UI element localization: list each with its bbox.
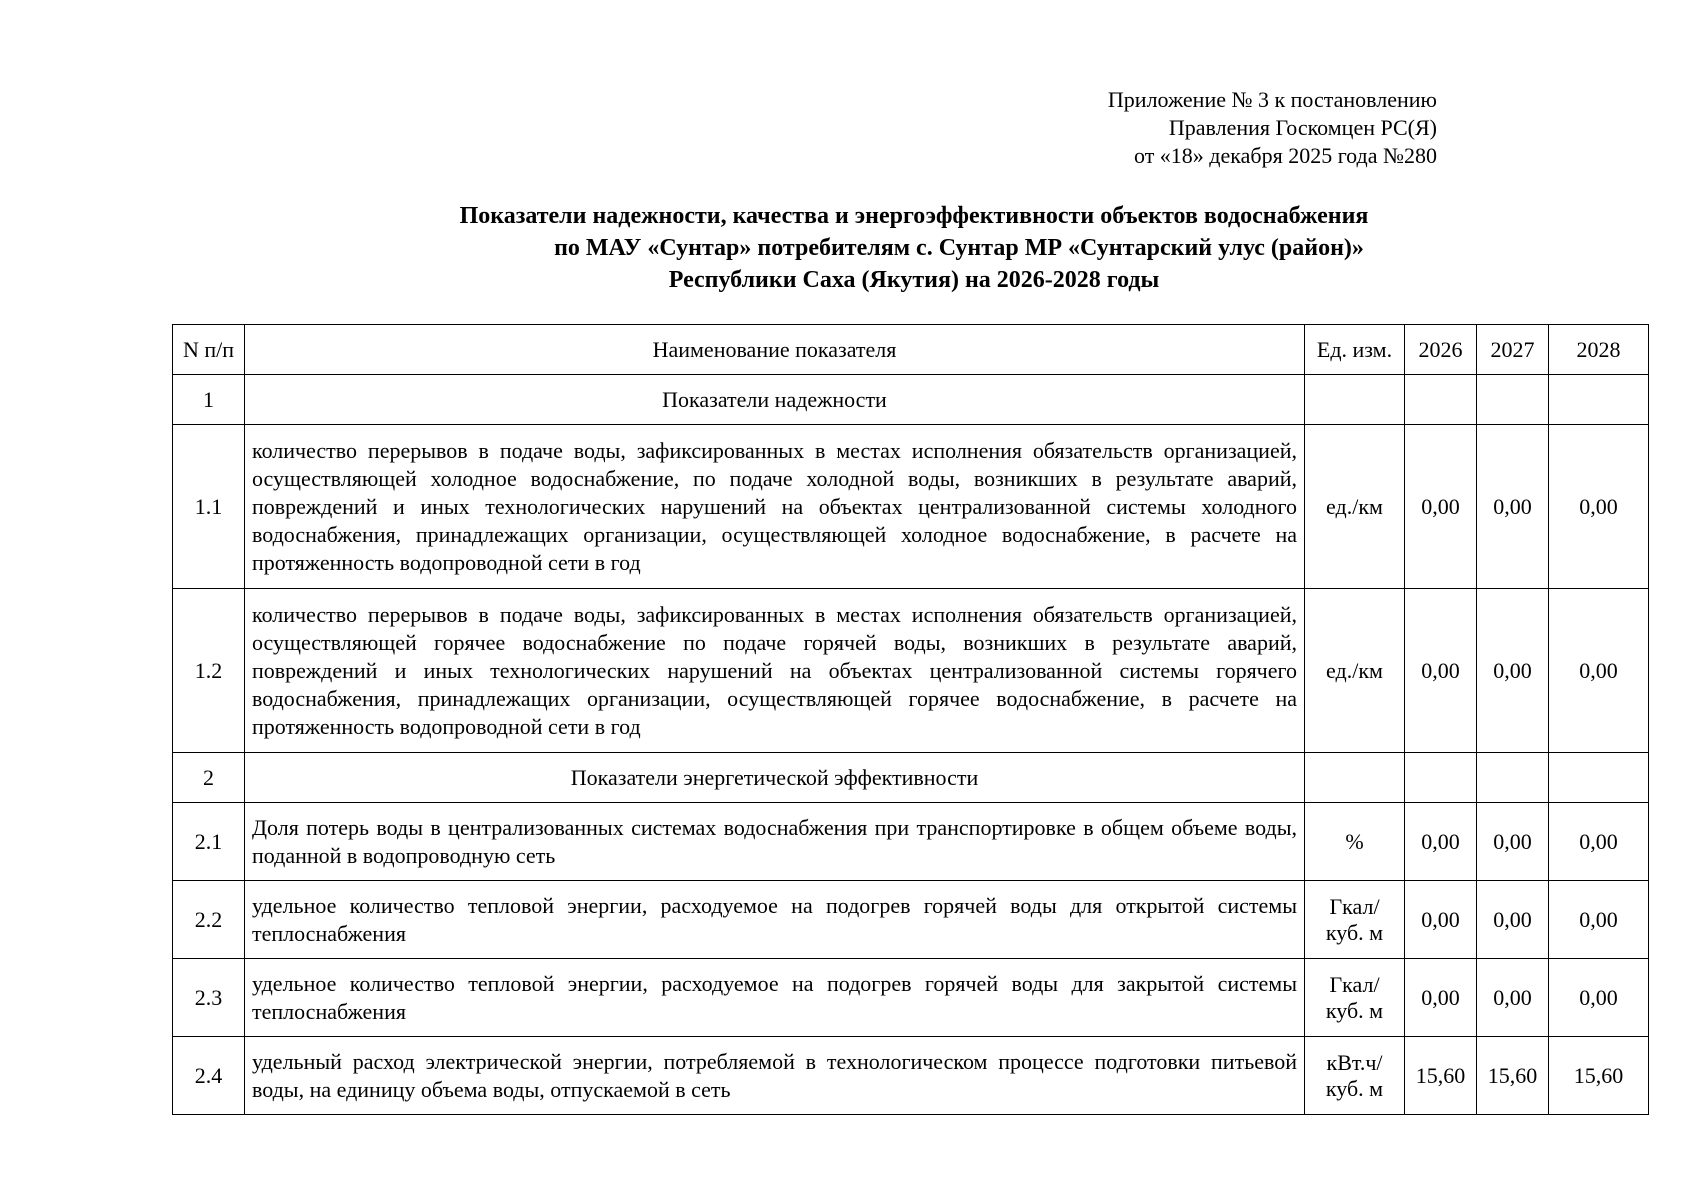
section-row	[173, 375, 1649, 425]
appendix-reference	[1108, 86, 1437, 170]
empty-cell	[1549, 375, 1649, 425]
row-num: 2.4	[173, 1037, 245, 1115]
empty-cell	[1405, 753, 1477, 803]
unit-line-2: куб. м	[1325, 997, 1384, 1023]
table-body	[173, 375, 1649, 1115]
unit-cell	[1305, 589, 1405, 753]
value-2026: 0,00	[1405, 959, 1477, 1037]
appendix-line-2: Правления Госкомцен РС(Я)	[1168, 115, 1437, 140]
row-num: 2.2	[173, 881, 245, 959]
unit-line-1: кВт.ч/	[1326, 1049, 1383, 1075]
unit-cell	[1305, 1037, 1405, 1115]
header-name: Наименование показателя	[245, 325, 1305, 375]
row-num: 1.2	[173, 589, 245, 753]
value-2026: 0,00	[1405, 589, 1477, 753]
section-num: 2	[173, 753, 245, 803]
indicator-name: удельное количество тепловой энергии, расходуемое на подогрев горячей воды для открытой системы теплоснабжения	[245, 881, 1305, 959]
appendix-line-3: от «18» декабря 2025 года №280	[1133, 143, 1437, 168]
section-title: Показатели надежности	[245, 375, 1305, 425]
value-2028: 15,60	[1549, 1037, 1649, 1115]
value-2028: 0,00	[1549, 959, 1649, 1037]
indicators-table	[172, 324, 1649, 1115]
header-num: N п/п	[173, 325, 245, 375]
section-row	[173, 753, 1649, 803]
value-2027: 0,00	[1477, 425, 1549, 589]
title-line-2: по МАУ «Сунтар» потребителям с. Сунтар МР «Сунтарский улус (район)»	[554, 235, 1364, 261]
unit-line-1: Гкал/	[1329, 971, 1380, 997]
unit-cell	[1305, 881, 1405, 959]
value-2026: 0,00	[1405, 803, 1477, 881]
unit-cell	[1305, 425, 1405, 589]
header-row	[173, 325, 1649, 375]
unit-line-2: куб. м	[1325, 919, 1384, 945]
header-2027: 2027	[1477, 325, 1549, 375]
table-row	[173, 959, 1649, 1037]
empty-cell	[1477, 753, 1549, 803]
row-num: 2.1	[173, 803, 245, 881]
empty-cell	[1405, 375, 1477, 425]
value-2028: 0,00	[1549, 803, 1649, 881]
indicator-name: удельное количество тепловой энергии, расходуемое на подогрев горячей воды для закрытой системы теплоснабжения	[245, 959, 1305, 1037]
empty-cell	[1305, 375, 1405, 425]
row-num: 1.1	[173, 425, 245, 589]
value-2028: 0,00	[1549, 425, 1649, 589]
value-2028: 0,00	[1549, 881, 1649, 959]
table-row	[173, 803, 1649, 881]
value-2027: 15,60	[1477, 1037, 1549, 1115]
value-2027: 0,00	[1477, 803, 1549, 881]
document-title	[172, 200, 1656, 296]
title-line-1: Показатели надежности, качества и энергоэффективности объектов водоснабжения	[459, 203, 1369, 229]
section-title: Показатели энергетической эффективности	[245, 753, 1305, 803]
indicator-name: Доля потерь воды в централизованных системах водоснабжения при транспортировке в общем объеме воды, поданной в водопроводную сеть	[245, 803, 1305, 881]
header-unit: Ед. изм.	[1305, 325, 1405, 375]
table-row	[173, 1037, 1649, 1115]
table-row	[173, 881, 1649, 959]
value-2027: 0,00	[1477, 881, 1549, 959]
indicator-name: удельный расход электрической энергии, потребляемой в технологическом процессе подготовки питьевой воды, на единицу объема воды, отпускаемой в сеть	[245, 1037, 1305, 1115]
indicator-name: количество перерывов в подаче воды, зафиксированных в местах исполнения обязательств организацией, осуществляющей холодное водоснабжение, по подаче холодной воды, возникших в результате аварий, повреждений и иных технологических нарушений на объектах централизованной системы холодного водоснабжения, принадлежащих организации, осуществляющей холодное водоснабжение, в расчете на протяженность водопроводной сети в год	[245, 425, 1305, 589]
unit-line-2: куб. м	[1325, 1075, 1384, 1101]
value-2026: 0,00	[1405, 425, 1477, 589]
empty-cell	[1477, 375, 1549, 425]
table-row	[173, 425, 1649, 589]
appendix-line-1: Приложение № 3 к постановлению	[1107, 87, 1437, 112]
value-2026: 0,00	[1405, 881, 1477, 959]
value-2027: 0,00	[1477, 589, 1549, 753]
unit-cell	[1305, 959, 1405, 1037]
unit-cell	[1305, 803, 1405, 881]
empty-cell	[1549, 753, 1649, 803]
section-num: 1	[173, 375, 245, 425]
indicator-name: количество перерывов в подаче воды, зафиксированных в местах исполнения обязательств организацией, осуществляющей горячее водоснабжение по подаче горячей воды, возникших в результате аварий, повреждений и иных технологических нарушений на объектах централизованной системы горячего водоснабжения, принадлежащих организации, осуществляющей горячее водоснабжение, в расчете на протяженность водопроводной сети в год	[245, 589, 1305, 753]
value-2027: 0,00	[1477, 959, 1549, 1037]
empty-cell	[1305, 753, 1405, 803]
value-2026: 15,60	[1405, 1037, 1477, 1115]
header-2026: 2026	[1405, 325, 1477, 375]
row-num: 2.3	[173, 959, 245, 1037]
unit-line-1: ед./км	[1326, 657, 1383, 683]
value-2028: 0,00	[1549, 589, 1649, 753]
header-2028: 2028	[1549, 325, 1649, 375]
unit-line-1: %	[1345, 828, 1364, 854]
unit-line-1: ед./км	[1326, 493, 1383, 519]
unit-line-1: Гкал/	[1329, 893, 1380, 919]
table-row	[173, 589, 1649, 753]
title-line-3: Республики Саха (Якутия) на 2026-2028 годы	[668, 267, 1160, 293]
